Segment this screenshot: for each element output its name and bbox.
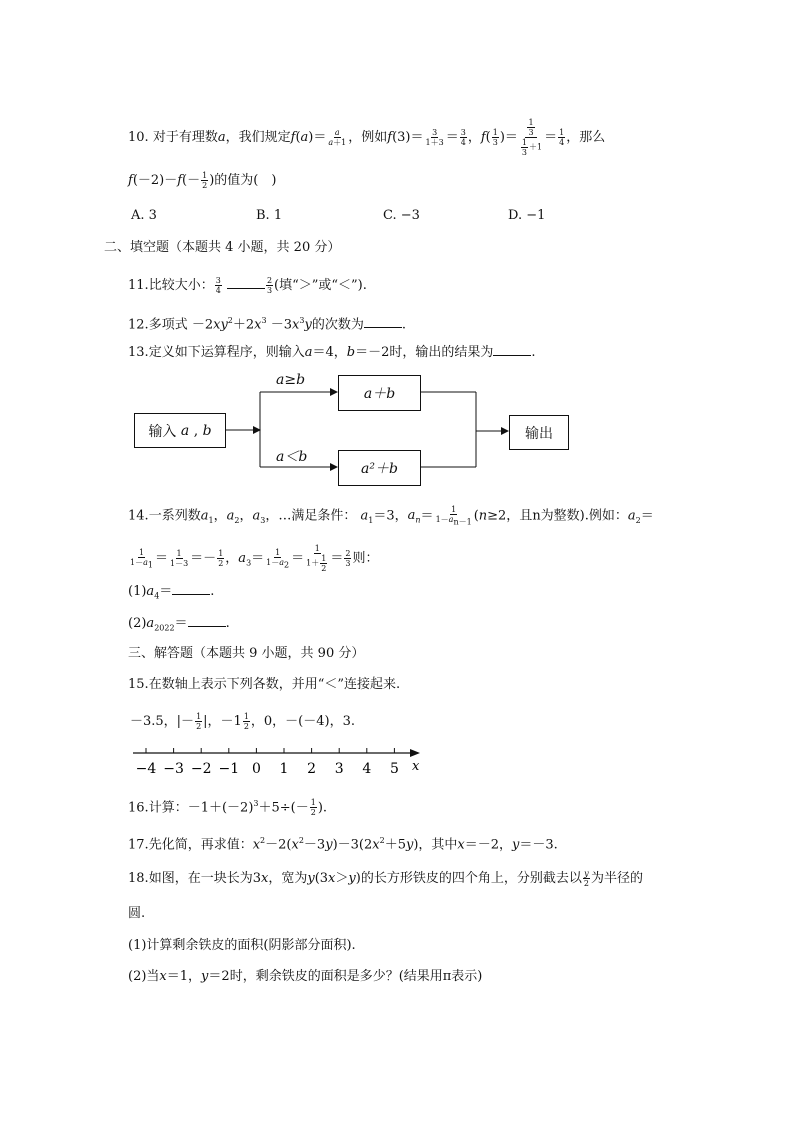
number-line-tick-label: −1 — [218, 761, 240, 777]
number-line-tick-label: −2 — [190, 761, 212, 777]
q10-line2: f(－2)－f(－ $\frac{1}{2}$ )的值为( ) — [128, 171, 277, 190]
q16: 16.计算：$-1+(-2)^3+5\div(-$ $\frac{1}{2}$ ). — [128, 798, 328, 818]
q15-text: 15.在数轴上表示下列各数，并用“＜”连接起来. — [128, 677, 401, 692]
number-line-tick-label: 1 — [279, 761, 289, 777]
q18-sub2: (2)当x＝1，y＝2时，剩余铁皮的面积是多少？(结果用π表示) — [128, 969, 483, 984]
q17: 17.先化简，再求值：$x^2-2(x^2-3y)-3(2x^2+5y)$，其中x＝－2，y＝－3. — [128, 836, 558, 853]
number-line-tick-label: −4 — [135, 761, 157, 777]
q14-line1: 14.一系列数$a_1$，$a_2$，$a_3$，…满足条件： $a_1=3$，$a_n=$ $\frac{1}{1-a_{n-1}}$ (n≥2，且n为整数).例如：$a_2=$ — [128, 505, 654, 527]
q10-option-c[interactable]: C. −3 — [383, 208, 420, 223]
flow-box-bottom: a²＋b — [338, 450, 421, 486]
q18-line1: 18.如图，在一块长为3x，宽为y(3x＞y)的长方形铁皮的四个角上，分别截去以 $\frac{y}{2}$ 为半径的 — [128, 869, 643, 888]
q13: 13.定义如下运算程序，则输入a＝4，b＝－2时，输出的结果为 . — [128, 345, 536, 360]
q14-line2: $\frac{1}{1-a_1}$ ＝ $\frac{1}{1-3}$ ＝－ $\frac{1}{2}$ ，$a_3=$ $\frac{1}{1-a_2}$ ＝ 1 1＋ $\frac{1}{2}$ ＝ $\frac{2}{3}$ 则： — [130, 544, 379, 573]
section3-title: 三、解答题（本题共 9 小题，共 90 分） — [128, 646, 365, 661]
q10-option-d[interactable]: D. −1 — [508, 208, 546, 223]
section2-title: 二、填空题（本题共 4 小题，共 20 分） — [104, 240, 341, 255]
number-line-var-label: x — [412, 759, 420, 774]
number-line-tick-label: 4 — [362, 761, 372, 777]
q15-numbers: －3.5，|－ $\frac{1}{2}$ |，－1 $\frac{1}{2}$ ，0，－(－4)，3. — [130, 712, 355, 731]
q10-number: 10. — [128, 130, 149, 145]
flow-box-top: a＋b — [338, 375, 421, 411]
number-line-tick-label: 5 — [389, 761, 399, 777]
flow-input-box: 输入 a , b — [134, 413, 226, 448]
q11: 11.比较大小： $\frac{3}{4}$ $\frac{2}{3}$ (填“＞”或“＜”). — [128, 276, 367, 295]
q12: 12.多项式 $-2xy^2+2x^3 -3x^3y$的次数为 . — [128, 316, 406, 333]
q18-line2: 圆. — [128, 906, 146, 921]
q14-sub2: $(2)a_{2022}=$ . — [128, 616, 230, 633]
number-line-tick-label: 0 — [251, 761, 261, 777]
q10-option-a[interactable]: A. 3 — [131, 208, 157, 223]
q18-sub1: (1)计算剩余铁皮的面积(阴影部分面积). — [128, 938, 356, 953]
q10-line1: 10. 对于有理数a，我们规定f(a)＝ $\frac{a}{a+1}$ ，例如f(3)＝ $\frac{3}{1+3}$ ＝ $\frac{3}{4}$ ，f( $\frac{1}{3}$ )＝ $\frac{1}{3}$ $\frac{1}{3}$ ＋1 ＝ $\frac{1}{4}$ ，那么 — [128, 118, 606, 157]
number-line-tick-label: 2 — [307, 761, 317, 777]
number-line-tick-label: −3 — [163, 761, 184, 777]
q14-sub1: $(1)a_4=$ . — [128, 584, 215, 601]
flow-output-box: 输出 — [509, 415, 569, 450]
number-line-tick-label: 3 — [334, 761, 344, 777]
flow-cond-bottom: a＜b — [276, 449, 308, 465]
number-line-arrow — [410, 749, 420, 757]
flow-cond-top: a≥b — [276, 372, 306, 388]
q10-option-b[interactable]: B. 1 — [256, 208, 283, 223]
